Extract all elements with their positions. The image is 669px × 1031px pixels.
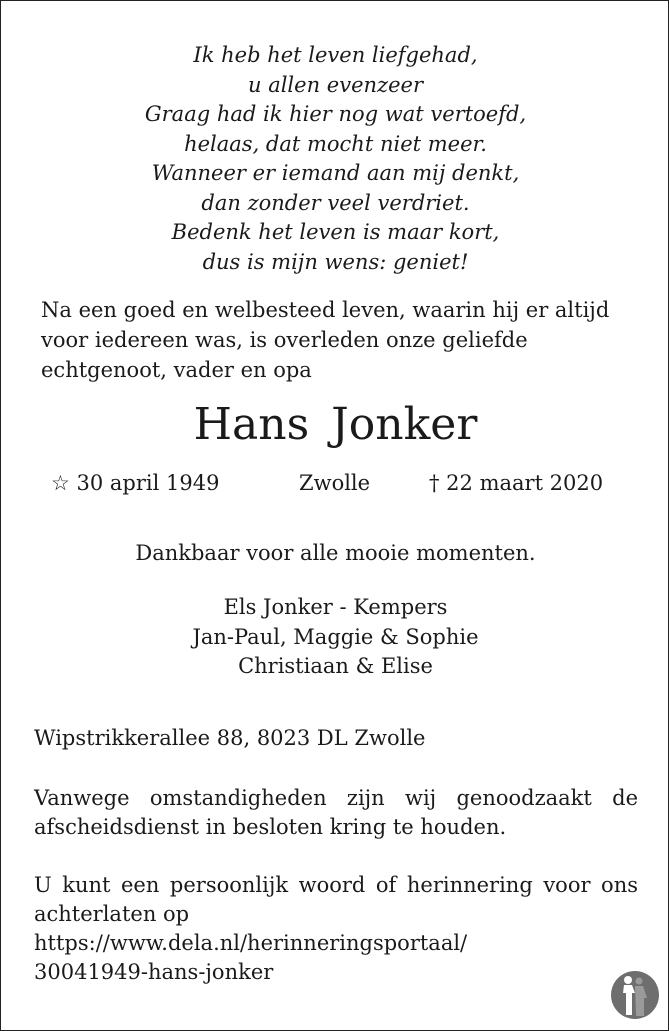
death-date: † 22 maart 2020: [429, 471, 604, 495]
place: Zwolle: [299, 471, 371, 495]
birth-date: ☆ 30 april 1949: [51, 471, 220, 495]
poem-line: Bedenk het leven is maar kort,: [171, 220, 500, 244]
family-list: [1, 593, 669, 682]
poem-line: helaas, dat mocht niet meer.: [184, 131, 487, 156]
memorial-url[interactable]: https://www.dela.nl/herinneringsportaal/ 30041949-hans-jonker: [34, 931, 468, 984]
deceased-name: Hans Jonker: [193, 399, 478, 450]
address: Wipstrikkerallee 88, 8023 DL Zwolle: [34, 726, 426, 750]
family-line: Christiaan & Elise: [238, 654, 433, 678]
dela-logo-icon: [611, 971, 659, 1019]
poem-line: dan zonder veel verdriet.: [201, 190, 470, 215]
poem: [1, 41, 669, 277]
intro-text: Na een goed en welbesteed leven, waarin hij er altijd voor iedereen was, is overleden onze geliefde echtgenoot, vader en opa: [41, 298, 610, 382]
poem-line: Graag had ik hier nog wat vertoefd,: [144, 102, 527, 126]
notice-text: Vanwege omstandigheden zijn wij genoodzaakt de afscheidsdienst in besloten kring te houden.: [34, 786, 638, 839]
poem-line: u allen evenzeer: [248, 72, 423, 97]
family-line: Els Jonker - Kempers: [223, 595, 448, 619]
message-block: [34, 871, 638, 987]
thanks-text: Dankbaar voor alle mooie momenten.: [135, 541, 536, 565]
poem-line: Wanneer er iemand aan mij denkt,: [151, 161, 520, 185]
poem-line: Ik heb het leven liefgehad,: [193, 43, 478, 67]
poem-line: dus is mijn wens: geniet!: [202, 249, 469, 274]
message-text: U kunt een persoonlijk woord of herinnering voor ons achterlaten op: [34, 873, 638, 926]
family-line: Jan-Paul, Maggie & Sophie: [192, 624, 479, 649]
